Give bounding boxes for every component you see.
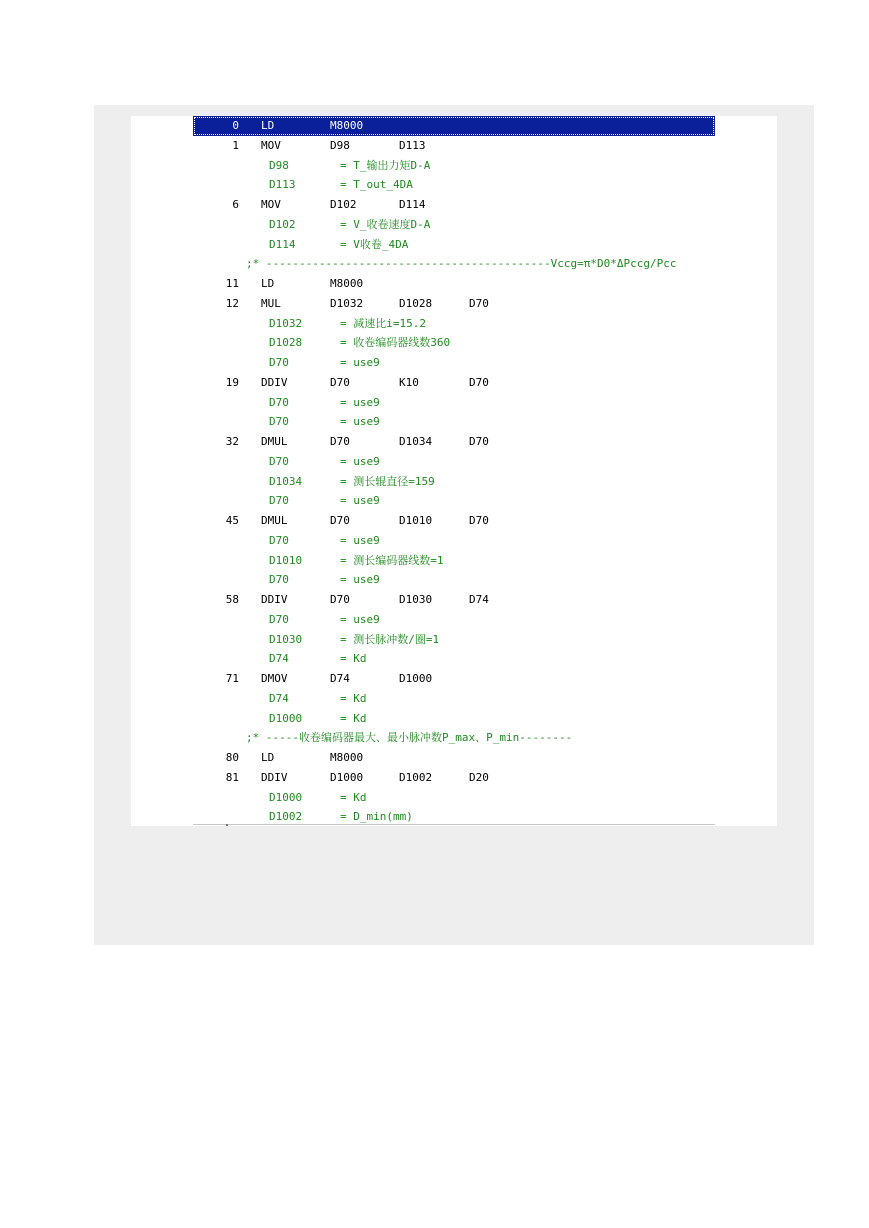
- device-comment-row[interactable]: [193, 531, 715, 551]
- instruction-opcode: DDIV: [261, 593, 288, 606]
- device-name: D70: [269, 395, 289, 409]
- device-name: D1000: [269, 790, 303, 804]
- device-name: D70: [269, 415, 289, 429]
- instruction-opcode: DMOV: [261, 672, 288, 685]
- device-name: D102: [269, 217, 296, 231]
- device-name: D1010: [269, 553, 303, 567]
- program-listing-panel: [131, 116, 777, 826]
- device-comment-row[interactable]: [193, 630, 715, 650]
- instruction-row[interactable]: [193, 373, 715, 393]
- device-comment-row[interactable]: [193, 452, 715, 472]
- device-comment-row[interactable]: [193, 491, 715, 511]
- device-name: D70: [269, 612, 289, 626]
- instruction-row[interactable]: [193, 274, 715, 294]
- instruction-operand: D1034: [399, 435, 433, 448]
- device-comment-row[interactable]: [193, 314, 715, 334]
- instruction-operand: D1000: [330, 770, 364, 784]
- device-comment-text: = Kd: [340, 711, 367, 725]
- instruction-row[interactable]: [193, 768, 715, 788]
- device-name: D1030: [269, 632, 303, 646]
- device-comment-text: = Kd: [340, 691, 367, 705]
- device-name: D113: [269, 178, 296, 192]
- device-comment-row[interactable]: [193, 788, 715, 808]
- device-name: D70: [269, 573, 289, 587]
- device-comment-text: = use9: [340, 533, 380, 547]
- device-name: D70: [269, 533, 289, 547]
- device-comment-row[interactable]: [193, 412, 715, 432]
- device-comment-text: = 收卷编码器线数360: [340, 336, 451, 350]
- step-number: 0: [232, 119, 239, 132]
- device-comment-row[interactable]: [193, 353, 715, 373]
- instruction-opcode: LD: [261, 751, 275, 764]
- instruction-operand: D70: [330, 593, 350, 606]
- instruction-operand: D70: [469, 296, 489, 310]
- instruction-opcode: DMUL: [261, 435, 288, 448]
- instruction-row[interactable]: [193, 195, 715, 215]
- device-comment-text: = use9: [340, 494, 380, 508]
- device-comment-text: = V收卷_4DA: [340, 237, 409, 251]
- instruction-opcode: MOV: [261, 198, 281, 211]
- scroll-tick: [226, 824, 228, 826]
- device-comment-row[interactable]: [193, 551, 715, 571]
- device-name: D70: [269, 494, 289, 508]
- device-comment-row[interactable]: [193, 610, 715, 630]
- step-number: 12: [225, 296, 239, 310]
- device-name: D74: [269, 652, 289, 666]
- instruction-operand: D74: [330, 672, 350, 685]
- instruction-operand: D113: [399, 138, 426, 152]
- device-comment-text: = Kd: [340, 652, 367, 666]
- instruction-operand: D98: [330, 138, 350, 152]
- instruction-operand: D70: [469, 435, 489, 448]
- instruction-operand: D74: [469, 593, 489, 606]
- device-name: D70: [269, 356, 289, 369]
- instruction-row[interactable]: [193, 432, 715, 452]
- instruction-operand: D70: [330, 375, 350, 389]
- instruction-operand: D20: [469, 770, 489, 784]
- device-comment-row[interactable]: [193, 215, 715, 235]
- statement-note-text: ;* -----收卷编码器最大、最小脉冲数P_max、P_min--------: [246, 731, 573, 745]
- instruction-opcode: DMUL: [261, 514, 288, 527]
- instruction-operand: D70: [469, 514, 489, 527]
- instruction-operand: D114: [399, 198, 426, 211]
- device-comment-text: = 测长辊直径=159: [340, 474, 435, 488]
- device-comment-row[interactable]: [193, 649, 715, 669]
- device-name: D1002: [269, 810, 303, 824]
- instruction-opcode: MUL: [261, 296, 281, 310]
- device-name: D1028: [269, 336, 303, 350]
- device-name: D1034: [269, 474, 303, 488]
- instruction-operand: D1030: [399, 593, 433, 606]
- statement-note-row[interactable]: [193, 254, 715, 274]
- instruction-row[interactable]: [193, 669, 715, 689]
- device-comment-row[interactable]: [193, 393, 715, 413]
- instruction-operand: K10: [399, 375, 419, 389]
- list-bottom-divider: [193, 824, 715, 825]
- instruction-operand: D1010: [399, 514, 433, 527]
- device-comment-row[interactable]: [193, 689, 715, 709]
- step-number: 71: [225, 672, 239, 685]
- device-comment-text: = 减速比i=15.2: [340, 316, 426, 330]
- device-comment-text: = T_输出力矩D-A: [340, 158, 431, 172]
- instruction-operand: D1028: [399, 296, 433, 310]
- device-comment-text: = T_out_4DA: [340, 178, 413, 192]
- instruction-operand: D70: [330, 514, 350, 527]
- device-name: D98: [269, 158, 289, 172]
- device-comment-text: = use9: [340, 356, 380, 369]
- device-comment-text: = 测长编码器线数=1: [340, 553, 444, 567]
- step-number: 1: [232, 138, 239, 152]
- instruction-row[interactable]: [193, 294, 715, 314]
- device-comment-text: = use9: [340, 573, 380, 587]
- device-comment-row[interactable]: [193, 333, 715, 353]
- device-comment-row[interactable]: [193, 570, 715, 590]
- instruction-operand: D70: [330, 435, 350, 448]
- step-number: 6: [232, 198, 239, 211]
- step-number: 11: [225, 277, 239, 290]
- device-name: D1000: [269, 711, 303, 725]
- instruction-operand: M8000: [330, 119, 364, 132]
- device-comment-text: = D_min(mm): [340, 810, 413, 824]
- device-comment-row[interactable]: [193, 175, 715, 195]
- device-comment-row[interactable]: [193, 235, 715, 255]
- device-comment-text: = 测长脉冲数/圈=1: [340, 632, 440, 646]
- device-comment-text: = use9: [340, 454, 380, 468]
- device-comment-row[interactable]: [193, 709, 715, 729]
- step-number: 19: [225, 375, 239, 389]
- instruction-operand: M8000: [330, 277, 364, 290]
- device-name: D74: [269, 691, 289, 705]
- instruction-operand: D1002: [399, 770, 433, 784]
- step-number: 32: [225, 435, 239, 448]
- device-name: D114: [269, 237, 296, 251]
- statement-note-row[interactable]: [193, 728, 715, 748]
- instruction-operand: M8000: [330, 751, 364, 764]
- device-comment-text: = use9: [340, 415, 380, 429]
- instruction-opcode: DDIV: [261, 770, 288, 784]
- device-name: D70: [269, 454, 289, 468]
- device-comment-text: = use9: [340, 612, 380, 626]
- instruction-row[interactable]: [193, 136, 715, 156]
- instruction-operand: D70: [469, 375, 489, 389]
- device-comment-text: = Kd: [340, 790, 367, 804]
- step-number: 81: [225, 770, 239, 784]
- instruction-operand: D1000: [399, 672, 433, 685]
- statement-note-text: ;* -------------------------------------------Vccg=π*D0*ΔPccg/Pcc: [246, 257, 677, 271]
- instruction-opcode: LD: [261, 277, 275, 290]
- instruction-row[interactable]: [193, 748, 715, 768]
- instruction-row[interactable]: [193, 116, 715, 136]
- instruction-operand: D102: [330, 198, 357, 211]
- step-number: 58: [225, 593, 239, 606]
- instruction-row[interactable]: [193, 590, 715, 610]
- device-comment-row[interactable]: [193, 156, 715, 176]
- instruction-operand: D1032: [330, 296, 364, 310]
- instruction-opcode: MOV: [261, 138, 281, 152]
- instruction-opcode: LD: [261, 119, 275, 132]
- step-number: 45: [225, 514, 239, 527]
- step-number: 80: [225, 751, 239, 764]
- device-name: D1032: [269, 316, 303, 330]
- instruction-list: [193, 116, 715, 826]
- instruction-row[interactable]: [193, 511, 715, 531]
- device-comment-text: = use9: [340, 395, 380, 409]
- instruction-opcode: DDIV: [261, 375, 288, 389]
- device-comment-row[interactable]: [193, 472, 715, 492]
- device-comment-text: = V_收卷速度D-A: [340, 217, 431, 231]
